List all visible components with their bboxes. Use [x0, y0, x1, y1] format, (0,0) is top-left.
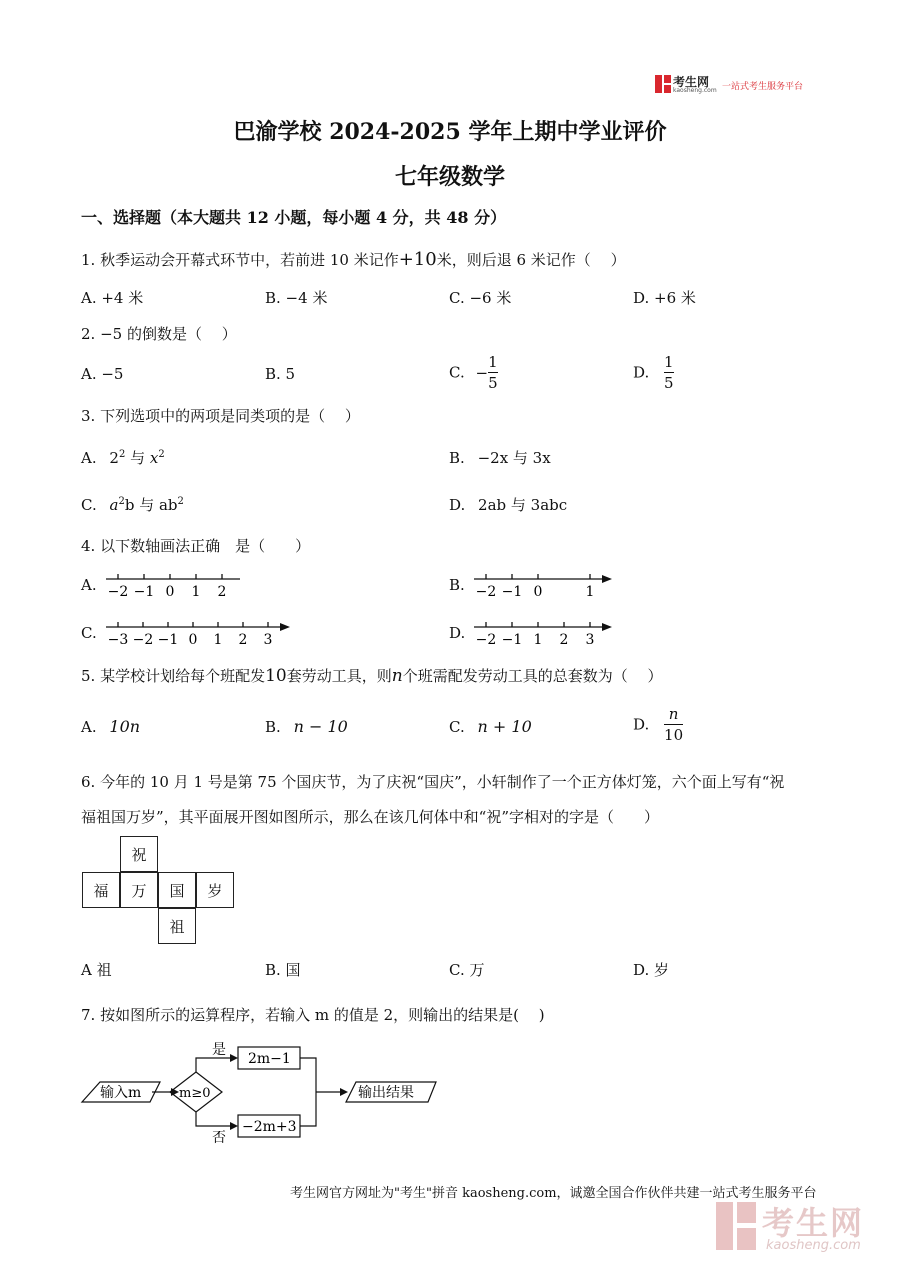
- q6-option-d: D. 岁: [633, 961, 670, 979]
- q5-stem-number: 10: [265, 666, 287, 686]
- question-1: [81, 249, 626, 270]
- tick-label: −2: [475, 584, 497, 600]
- q2-option-c-numerator: 1: [488, 353, 498, 371]
- q3-option-c-rest: b 与 ab: [124, 496, 178, 514]
- q6-option-a: A 祖: [81, 961, 112, 979]
- tick-label: 1: [191, 584, 201, 600]
- watermark-domain: kaosheng.com: [766, 1238, 861, 1253]
- q2-option-c-sign: −: [475, 363, 489, 382]
- q5-option-b-text: n − 10: [293, 717, 348, 736]
- tick-label: −1: [501, 584, 523, 600]
- net-face: 国: [158, 872, 196, 908]
- q6-option-c: C. 万: [449, 961, 485, 979]
- flow-no-box: −2m+3: [242, 1119, 297, 1135]
- q1-option-b: B. −4 米: [265, 289, 328, 307]
- flow-condition: m≥0: [179, 1086, 211, 1101]
- q3-option-a-label: A.: [81, 449, 97, 467]
- question-5: [81, 665, 662, 686]
- section-heading: 一、选择题（本大题共 12 小题，每小题 4 分，共 48 分）: [81, 208, 507, 227]
- question-3: 3. 下列选项中的两项是同类项的是（ ）: [81, 407, 360, 425]
- watermark-name: 考生网: [762, 1204, 865, 1242]
- q3-option-b-text: −2x 与 3x: [477, 449, 551, 467]
- q5-option-c-text: n + 10: [477, 717, 532, 736]
- flow-yes-box: 2m−1: [248, 1051, 291, 1067]
- q2-option-d-label: D.: [633, 363, 650, 382]
- q3-option-a-base1: 2: [109, 449, 119, 467]
- net-face: 福: [82, 872, 120, 908]
- q4-option-d-label: D.: [449, 624, 466, 642]
- q4-number-line-a: [100, 570, 250, 604]
- q5-stem-a: 5. 某学校计划给每个班配发: [81, 667, 266, 685]
- tick-label: 2: [559, 632, 569, 648]
- q1-suffix: 米，则后退 6 米记作（ ）: [436, 251, 626, 269]
- q2-option-d-denominator: 5: [664, 374, 674, 392]
- q5-option-d-label: D.: [633, 715, 650, 734]
- q3-option-c: [81, 494, 184, 515]
- q3-option-d-label: D.: [449, 496, 466, 514]
- q4-option-a-label: A.: [81, 576, 97, 594]
- q3-option-c-exp2: 2: [177, 496, 184, 507]
- q5-option-b-label: B.: [265, 718, 281, 736]
- tick-label: 3: [263, 632, 273, 648]
- q3-option-c-a: a: [109, 496, 119, 514]
- q3-option-c-label: C.: [81, 496, 97, 514]
- tick-label: −2: [475, 632, 497, 648]
- watermark-logo-icon: [716, 1202, 756, 1250]
- q5-option-c-label: C.: [449, 718, 465, 736]
- tick-label: 2: [217, 584, 227, 600]
- q2-option-d-numerator: 1: [664, 353, 674, 371]
- page-title: 巴渝学校 2024-2025 学年上期中学业评价: [233, 119, 667, 145]
- brand-name: 考生网: [673, 75, 710, 89]
- q6-option-b: B. 国: [265, 961, 301, 979]
- q5-stem-variable: n: [391, 666, 403, 686]
- q3-option-a: [81, 447, 165, 468]
- q1-option-c: C. −6 米: [449, 289, 512, 307]
- q4-number-line-d: [468, 618, 618, 652]
- q5-option-a-label: A.: [81, 718, 97, 736]
- q5-stem-c: 个班需配发劳动工具的总套数为（ ）: [402, 667, 663, 685]
- question-6-line-1: 6. 今年的 10 月 1 号是第 75 个国庆节，为了庆祝“国庆”，小轩制作了一个正方体灯笼，六个面上写有“祝: [81, 773, 785, 791]
- q1-value: +10: [398, 249, 437, 270]
- q1-prefix: 1. 秋季运动会开幕式环节中，若前进 10 米记作: [81, 251, 399, 269]
- tick-label: −3: [107, 632, 129, 648]
- question-4: 4. 以下数轴画法正确 是（ ）: [81, 537, 311, 555]
- brand-domain: kaosheng.com: [673, 87, 717, 94]
- flow-output: 输出结果: [358, 1085, 414, 1101]
- q2-option-b: B. 5: [265, 365, 296, 383]
- tick-label: 1: [585, 584, 595, 600]
- q4-option-c-label: C.: [81, 624, 97, 642]
- page-subtitle: 七年级数学: [394, 164, 505, 190]
- tick-label: 3: [585, 632, 595, 648]
- tick-label: 2: [238, 632, 248, 648]
- q5-option-d: [633, 704, 683, 745]
- q5-option-d-denominator: 10: [664, 726, 684, 744]
- q3-option-a-exp1: 2: [118, 449, 126, 460]
- tick-label: −1: [133, 584, 155, 600]
- q5-stem-b: 套劳动工具，则: [286, 667, 392, 685]
- footer-text: 考生网官方网址为"考生"拼音 kaosheng.com，诚邀全国合作伙伴共建一站式考生服务平台: [290, 1186, 817, 1201]
- q5-option-d-numerator: n: [668, 705, 679, 723]
- q3-option-d: [449, 494, 567, 515]
- kaosheng-logo-icon: [655, 75, 671, 93]
- watermark: [716, 1194, 886, 1260]
- q2-option-c-denominator: 5: [488, 374, 498, 392]
- q3-option-a-exp2: 2: [158, 449, 165, 460]
- net-face: 万: [120, 872, 158, 908]
- tick-label: 1: [533, 632, 543, 648]
- q5-option-a-text: 10n: [109, 717, 141, 736]
- q3-option-b: [449, 447, 551, 468]
- tick-label: −1: [157, 632, 179, 648]
- tick-label: −2: [107, 584, 129, 600]
- net-face: 岁: [196, 872, 234, 908]
- q3-option-b-label: B.: [449, 449, 465, 467]
- q4-number-line-c: [100, 618, 300, 652]
- q3-option-a-base2: x: [149, 449, 159, 467]
- flow-input: 输入m: [100, 1085, 142, 1101]
- q3-option-c-exp1: 2: [118, 496, 125, 507]
- flow-yes-label: 是: [212, 1042, 226, 1058]
- question-2: 2. −5 的倒数是（ ）: [81, 325, 237, 343]
- brand-slogan: 一站式考生服务平台: [722, 82, 804, 92]
- tick-label: −2: [132, 632, 154, 648]
- net-face-bottom: 祖: [158, 908, 196, 944]
- q2-option-d: [633, 352, 674, 393]
- question-7: 7. 按如图所示的运算程序，若输入 m 的值是 2，则输出的结果是( ): [81, 1006, 545, 1024]
- question-6-line-2: 福祖国万岁”，其平面展开图如图所示，那么在该几何体中和“祝”字相对的字是（ ）: [81, 808, 660, 826]
- q4-number-line-b: [468, 570, 618, 604]
- tick-label: 0: [165, 584, 175, 600]
- flow-no-label: 否: [212, 1130, 226, 1146]
- q2-option-c: [449, 352, 498, 393]
- q5-option-b: [265, 717, 348, 736]
- tick-label: 1: [213, 632, 223, 648]
- q3-option-a-and: 与: [130, 449, 146, 467]
- brand-logo: [655, 74, 825, 96]
- flowchart: [78, 1038, 448, 1148]
- q2-option-a: A. −5: [81, 365, 124, 383]
- q5-option-a: [81, 717, 140, 736]
- q5-option-c: [449, 717, 532, 736]
- q1-option-d: D. +6 米: [633, 289, 696, 307]
- tick-label: 0: [533, 584, 543, 600]
- q4-option-b-label: B.: [449, 576, 465, 594]
- q1-option-a: A. +4 米: [81, 289, 144, 307]
- q3-option-d-text: 2ab 与 3abc: [478, 496, 568, 514]
- q2-option-c-label: C.: [449, 363, 465, 382]
- cube-net-figure: [82, 836, 242, 948]
- tick-label: 0: [188, 632, 198, 648]
- net-face-top: 祝: [120, 836, 158, 872]
- tick-label: −1: [501, 632, 523, 648]
